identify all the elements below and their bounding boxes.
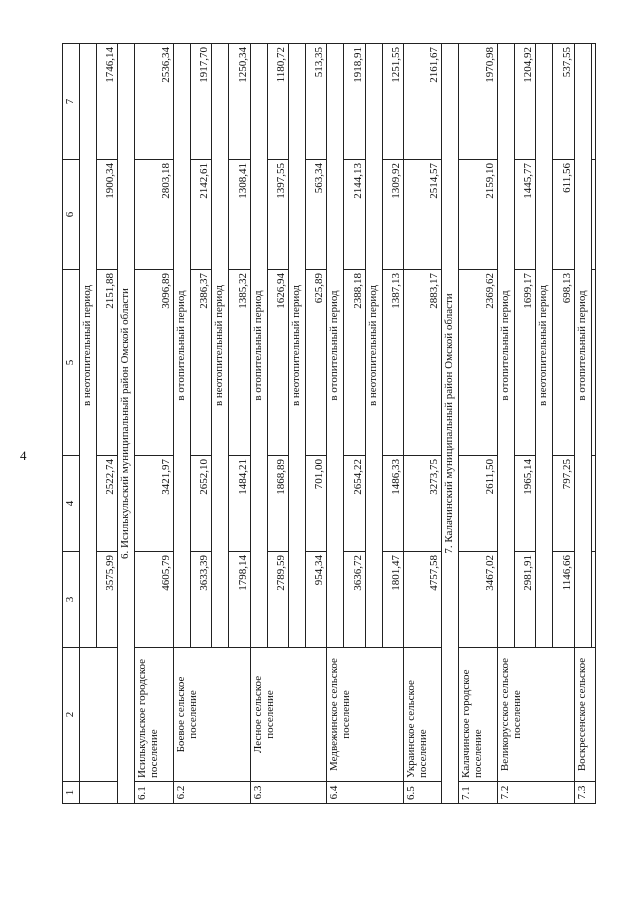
value-cell: 1250,34 <box>229 44 250 160</box>
value-cell: 2144,13 <box>344 160 365 270</box>
value-cell: 1484,21 <box>229 456 250 552</box>
value-cell: 1445,77 <box>514 160 535 270</box>
value-cell: 701,00 <box>305 456 326 552</box>
value-cell <box>591 160 595 270</box>
value-cell: 1397,55 <box>267 160 288 270</box>
row-number: 6.5 <box>403 782 441 804</box>
column-number: 5 <box>63 270 80 456</box>
row-number: 7.2 <box>497 782 574 804</box>
header-row <box>63 44 80 804</box>
page-number: 4 <box>20 448 27 463</box>
column-number: 7 <box>63 44 80 160</box>
value-cell: 2369,62 <box>459 270 497 456</box>
value-cell: 2654,22 <box>344 456 365 552</box>
value-cell: 1387,13 <box>382 270 403 456</box>
settlement-name: Украинское сельское поселение <box>403 648 441 782</box>
period-label: в неотопительный период <box>288 44 305 648</box>
value-cell: 1146,66 <box>553 552 574 648</box>
value-cell: 1699,17 <box>514 270 535 456</box>
value-cell: 698,13 <box>553 270 574 456</box>
value-cell: 2803,18 <box>135 160 173 270</box>
row-number: 6.1 <box>135 782 173 804</box>
value-cell: 1918,91 <box>344 44 365 160</box>
value-cell: 797,25 <box>553 456 574 552</box>
section-title: 7. Калачинский муниципальный район Омской области <box>442 44 459 804</box>
value-cell: 1868,89 <box>267 456 288 552</box>
value-cell: 3467,02 <box>459 552 497 648</box>
continuation-period-row <box>80 44 97 804</box>
tariff-table <box>62 43 596 804</box>
period-label: в отопительный период <box>173 44 190 648</box>
value-cell: 2388,18 <box>344 270 365 456</box>
value-cell: 954,34 <box>305 552 326 648</box>
period-row <box>173 44 190 804</box>
period-label: в отопительный период <box>497 44 514 648</box>
value-cell: 2789,59 <box>267 552 288 648</box>
value-cell: 3633,39 <box>190 552 211 648</box>
value-cell: 3421,97 <box>135 456 173 552</box>
value-cell: 3273,75 <box>403 456 441 552</box>
value-cell: 2386,37 <box>190 270 211 456</box>
value-cell: 1308,41 <box>229 160 250 270</box>
period-label: в неотопительный период <box>365 44 382 648</box>
row-number: 6.3 <box>250 782 327 804</box>
value-cell: 4757,58 <box>403 552 441 648</box>
value-cell: 2161,67 <box>403 44 441 160</box>
value-cell: 1626,94 <box>267 270 288 456</box>
value-cell: 1798,14 <box>229 552 250 648</box>
value-cell: 1309,92 <box>382 160 403 270</box>
value-cell: 2883,17 <box>403 270 441 456</box>
name-empty <box>80 648 118 782</box>
period-label: в отопительный период <box>250 44 267 648</box>
section-title: 6. Исилькульский муниципальный район Омской области <box>118 44 135 804</box>
table-row <box>403 44 441 804</box>
value-cell <box>591 270 595 456</box>
value-cell: 1801,47 <box>382 552 403 648</box>
value-cell: 537,55 <box>553 44 574 160</box>
period-label: в неотопительный период <box>536 44 553 648</box>
table-wrapper <box>62 44 640 800</box>
value-cell: 1917,70 <box>190 44 211 160</box>
value-cell: 611,56 <box>553 160 574 270</box>
column-number: 1 <box>63 782 80 804</box>
value-cell: 3636,72 <box>344 552 365 648</box>
settlement-name: Великорусское сельское поселение <box>497 648 574 782</box>
value-cell: 2522,74 <box>97 456 118 552</box>
period-row <box>327 44 344 804</box>
value-cell: 1900,34 <box>97 160 118 270</box>
value-cell: 1965,14 <box>514 456 535 552</box>
value-cell: 1204,92 <box>514 44 535 160</box>
value-cell: 513,35 <box>305 44 326 160</box>
value-cell: 2981,91 <box>514 552 535 648</box>
settlement-name: Калачинское городское поселение <box>459 648 497 782</box>
row-number-empty <box>80 782 118 804</box>
value-cell: 1385,32 <box>229 270 250 456</box>
value-cell: 1746,14 <box>97 44 118 160</box>
period-label: в неотопительный период <box>212 44 229 648</box>
value-cell <box>591 552 595 648</box>
column-number: 2 <box>63 648 80 782</box>
value-cell: 2536,34 <box>135 44 173 160</box>
column-number: 6 <box>63 160 80 270</box>
value-cell: 2142,61 <box>190 160 211 270</box>
value-cell <box>591 44 595 160</box>
period-row <box>574 44 591 804</box>
settlement-name: Медвежинское сельское поселение <box>327 648 404 782</box>
value-cell: 1486,33 <box>382 456 403 552</box>
value-cell: 2514,57 <box>403 160 441 270</box>
value-cell: 1180,72 <box>267 44 288 160</box>
section-title-row <box>442 44 459 804</box>
value-cell: 563,34 <box>305 160 326 270</box>
period-label: в неотопительный период <box>80 44 97 648</box>
settlement-name: Исилькульское городское поселение <box>135 648 173 782</box>
value-cell: 1970,98 <box>459 44 497 160</box>
value-cell: 2151,88 <box>97 270 118 456</box>
value-cell: 2159,10 <box>459 160 497 270</box>
period-label: в отопительный период <box>574 44 591 648</box>
value-cell: 3096,89 <box>135 270 173 456</box>
value-cell: 3575,99 <box>97 552 118 648</box>
settlement-name: Воскресенское сельское <box>574 648 595 782</box>
value-cell: 625,89 <box>305 270 326 456</box>
value-cell: 1251,55 <box>382 44 403 160</box>
value-cell: 4605,79 <box>135 552 173 648</box>
column-number: 4 <box>63 456 80 552</box>
period-row <box>250 44 267 804</box>
period-row <box>497 44 514 804</box>
row-number: 7.1 <box>459 782 497 804</box>
column-number: 3 <box>63 552 80 648</box>
table-row <box>135 44 173 804</box>
settlement-name: Лесное сельское поселение <box>250 648 327 782</box>
section-title-row <box>118 44 135 804</box>
table-row <box>459 44 497 804</box>
row-number: 6.2 <box>173 782 250 804</box>
settlement-name: Боевое сельское поселение <box>173 648 250 782</box>
value-cell: 2611,50 <box>459 456 497 552</box>
row-number: 7.3 <box>574 782 595 804</box>
value-cell <box>591 456 595 552</box>
value-cell: 2652,10 <box>190 456 211 552</box>
period-label: в отопительный период <box>327 44 344 648</box>
row-number: 6.4 <box>327 782 404 804</box>
